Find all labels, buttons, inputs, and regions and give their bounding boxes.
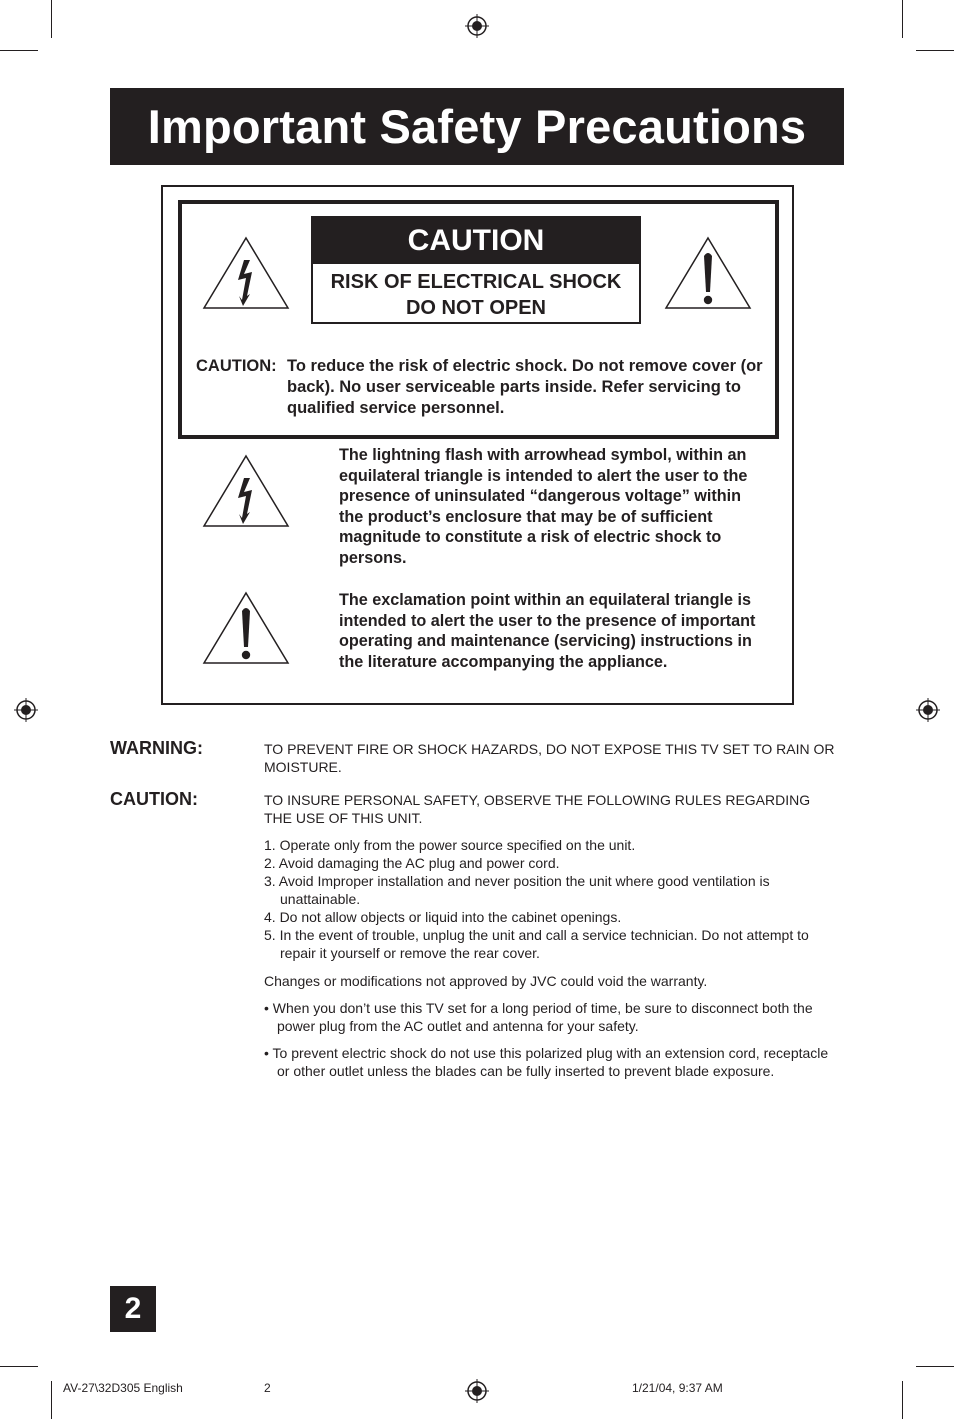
- warning-text: TO PREVENT FIRE OR SHOCK HAZARDS, DO NOT EXPOSE THIS TV SET TO RAIN OR MOISTURE.: [264, 741, 835, 775]
- rule-item: 4. Do not allow objects or liquid into the cabinet openings.: [264, 909, 622, 925]
- registration-crosshair-icon: [916, 698, 940, 722]
- footer-file-name: AV-27\32D305 English: [63, 1381, 183, 1395]
- warning-label: WARNING:: [110, 738, 203, 758]
- rule-item: 1. Operate only from the power source specified on the unit.: [264, 837, 636, 853]
- rule-item: 3. Avoid Improper installation and never position the unit where good ventilation is unattainable.: [264, 873, 770, 907]
- shock-risk-text: [313, 264, 639, 321]
- rule-item: 5. In the event of trouble, unplug the unit and call a service technician. Do not attempt to repair it yourself or remove the rear cover.: [264, 927, 809, 961]
- crop-mark: [902, 1381, 903, 1419]
- rules-list: [264, 836, 839, 962]
- crop-mark: [51, 0, 52, 38]
- exclamation-warning-triangle-icon: [664, 236, 752, 310]
- crop-mark: [902, 0, 903, 38]
- boxed-caution-text: To reduce the risk of electric shock. Do not remove cover (or back). No user serviceable parts inside. Refer servicing to qualified service personnel.: [287, 357, 763, 417]
- exclamation-warning-triangle-icon: [202, 591, 290, 665]
- caution-label: [311, 216, 641, 324]
- crop-mark: [916, 50, 954, 51]
- crop-mark: [0, 50, 38, 51]
- shock-risk-line: RISK OF ELECTRICAL SHOCK: [330, 271, 622, 293]
- do-not-open-line: DO NOT OPEN: [405, 297, 546, 319]
- caution-rules-label: CAUTION:: [110, 789, 198, 809]
- footer-timestamp: 1/21/04, 9:37 AM: [632, 1381, 723, 1395]
- caution-rules-section: [264, 791, 839, 1080]
- caution-rules-intro: TO INSURE PERSONAL SAFETY, OBSERVE THE FOLLOWING RULES REGARDING THE USE OF THIS UNIT.: [264, 792, 811, 826]
- exclamation-symbol-explanation: The exclamation point within an equilateral triangle is intended to alert the user to the presence of important operating and maintenance (servicing) instructions in the literature accompanying the appliance.: [339, 591, 756, 671]
- registration-crosshair-icon: [465, 1379, 489, 1403]
- rule-item: 2. Avoid damaging the AC plug and power cord.: [264, 855, 560, 871]
- crop-mark: [0, 1366, 38, 1367]
- modifications-note: Changes or modifications not approved by JVC could void the warranty.: [264, 973, 708, 989]
- bullet-item: • When you don’t use this TV set for a long period of time, be sure to disconnect both the power plug from the AC outlet and antenna for your safety.: [264, 1000, 813, 1034]
- crop-mark: [51, 1381, 52, 1419]
- boxed-caution-label: CAUTION:: [196, 357, 277, 375]
- page-title: Important Safety Precautions: [110, 88, 844, 165]
- lightning-warning-triangle-icon: [202, 236, 290, 310]
- lightning-symbol-explanation: The lightning flash with arrowhead symbol, within an equilateral triangle is intended to alert the user to the presence of uninsulated “dangerous voltage” within the product’s enclosure that may be of sufficient magnitude to constitute a risk of electric shock to persons.: [339, 446, 748, 567]
- footer-page: 2: [264, 1381, 271, 1395]
- registration-crosshair-icon: [14, 698, 38, 722]
- crop-mark: [916, 1366, 954, 1367]
- bullet-item: • To prevent electric shock do not use this polarized plug with an extension cord, receptacle or other outlet unless the blades can be fully inserted to prevent blade exposure.: [264, 1045, 829, 1079]
- page-number: 2: [110, 1286, 156, 1332]
- registration-crosshair-icon: [465, 14, 489, 38]
- lightning-warning-triangle-icon: [202, 454, 290, 528]
- caution-heading: CAUTION: [313, 218, 639, 264]
